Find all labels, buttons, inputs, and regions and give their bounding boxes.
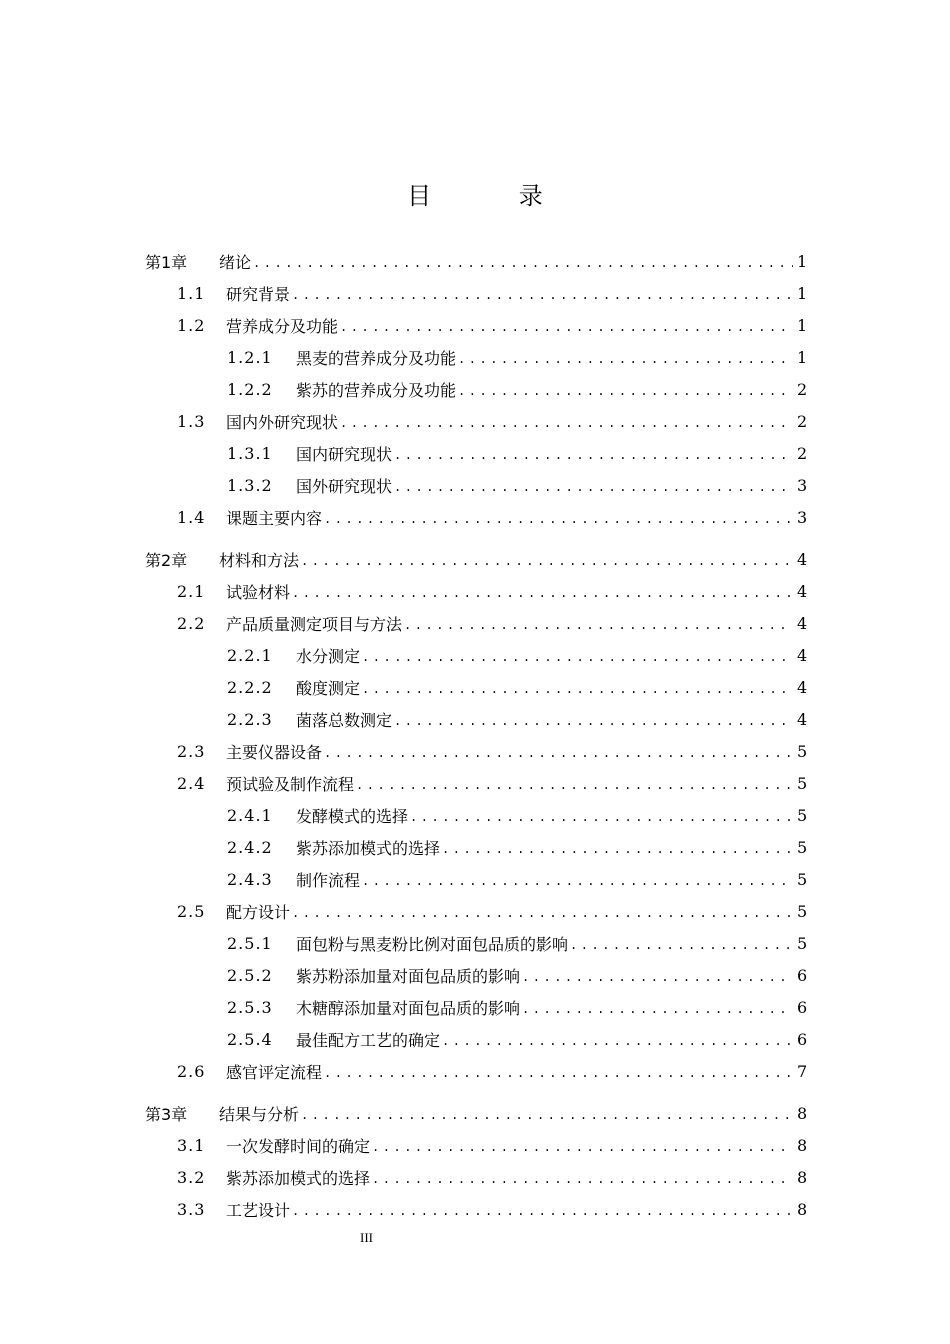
toc-entry[interactable] <box>227 640 807 670</box>
toc-entry-number: 1.3 <box>177 411 206 431</box>
toc-entry-title: 感官评定流程 <box>226 1062 323 1082</box>
toc-dot-leader <box>340 416 793 430</box>
toc-entry[interactable] <box>227 438 807 468</box>
toc-dot-leader <box>362 650 793 664</box>
toc-entry-number: 2.4.3 <box>227 869 273 889</box>
toc-entry-page: 3 <box>797 507 808 527</box>
toc-entry-title: 绪论 <box>219 252 252 272</box>
toc-dot-leader <box>442 1034 793 1048</box>
toc-entry-title: 课题主要内容 <box>226 508 323 528</box>
toc-entry[interactable] <box>177 768 807 798</box>
toc-dot-leader <box>372 1140 793 1154</box>
toc-entry-page: 2 <box>797 443 808 463</box>
toc-dot-leader <box>362 682 793 696</box>
toc-entry[interactable] <box>227 832 807 862</box>
toc-entry-title: 水分测定 <box>296 646 361 666</box>
toc-entry-page: 1 <box>797 251 808 271</box>
toc-entry-page: 4 <box>797 677 808 697</box>
toc-entry[interactable] <box>177 1130 807 1160</box>
toc-dot-leader <box>458 384 793 398</box>
toc-entry-page: 6 <box>797 997 808 1017</box>
toc-entry[interactable] <box>177 576 807 606</box>
toc-entry[interactable] <box>177 502 807 532</box>
toc-entry-title: 酸度测定 <box>296 678 361 698</box>
toc-entry-page: 1 <box>797 283 808 303</box>
toc-dot-leader <box>292 1204 793 1218</box>
toc-entry-page: 2 <box>797 379 808 399</box>
toc-dot-leader <box>324 1066 793 1080</box>
toc-entry-title: 一次发酵时间的确定 <box>226 1136 371 1156</box>
toc-entry[interactable] <box>177 1056 807 1086</box>
toc-entry-number: 2.2 <box>177 613 206 633</box>
toc-dot-leader <box>394 714 793 728</box>
toc-entry[interactable] <box>227 800 807 830</box>
toc-entry-title: 材料和方法 <box>219 550 300 570</box>
toc-entry-number: 2.2.3 <box>227 709 273 729</box>
toc-entry-page: 5 <box>797 837 808 857</box>
toc-entry-number: 2.4.1 <box>227 805 273 825</box>
toc-entry-title: 紫苏添加模式的选择 <box>226 1168 371 1188</box>
toc-entry-number: 1.1 <box>177 283 206 303</box>
toc-entry-number: 2.6 <box>177 1061 206 1081</box>
toc-dot-leader <box>301 1108 793 1122</box>
toc-dot-leader <box>324 746 793 760</box>
toc-entry-page: 6 <box>797 965 808 985</box>
toc-entry-page: 8 <box>797 1199 808 1219</box>
toc-entry-page: 7 <box>797 1061 808 1081</box>
toc-entry-title: 预试验及制作流程 <box>226 774 355 794</box>
toc-entry-number: 2.5.3 <box>227 997 273 1017</box>
toc-entry-title: 国内研究现状 <box>296 444 393 464</box>
toc-entry-page: 6 <box>797 1029 808 1049</box>
toc-entry-number: 第2章 <box>145 550 188 570</box>
toc-entry-title: 制作流程 <box>296 870 361 890</box>
toc-dot-leader <box>372 1172 793 1186</box>
toc-entry-title: 木糖醇添加量对面包品质的影响 <box>296 998 521 1018</box>
toc-entry[interactable] <box>227 928 807 958</box>
toc-entry-number: 1.4 <box>177 507 206 527</box>
toc-entry-page: 2 <box>797 411 808 431</box>
toc-entry[interactable] <box>227 992 807 1022</box>
toc-entry-number: 2.2.1 <box>227 645 273 665</box>
toc-entry-number: 2.2.2 <box>227 677 273 697</box>
toc-dot-leader <box>442 842 793 856</box>
toc-entry-title: 主要仪器设备 <box>226 742 323 762</box>
toc-entry-page: 8 <box>797 1135 808 1155</box>
toc-entry-title: 最佳配方工艺的确定 <box>296 1030 441 1050</box>
toc-entry-number: 2.1 <box>177 581 206 601</box>
toc-entry-title: 国内外研究现状 <box>226 412 339 432</box>
toc-entry-page: 4 <box>797 549 808 569</box>
toc-entry[interactable] <box>177 896 807 926</box>
toc-entry-page: 5 <box>797 901 808 921</box>
toc-entry-page: 5 <box>797 933 808 953</box>
toc-entry-number: 1.3.1 <box>227 443 273 463</box>
toc-dot-leader <box>410 810 793 824</box>
toc-entry-number: 1.2.1 <box>227 347 273 367</box>
toc-entry-number: 1.3.2 <box>227 475 273 495</box>
toc-entry-page: 5 <box>797 773 808 793</box>
toc-entry[interactable] <box>177 1194 807 1224</box>
toc-dot-leader <box>253 256 793 270</box>
toc-entry-number: 第1章 <box>145 252 188 272</box>
toc-entry-number: 2.3 <box>177 741 206 761</box>
page-number: III <box>360 1230 373 1245</box>
toc-entry-page: 5 <box>797 869 808 889</box>
toc-dot-leader <box>340 320 793 334</box>
toc-entry[interactable] <box>227 960 807 990</box>
toc-entry[interactable] <box>227 342 807 372</box>
toc-dot-leader <box>522 970 793 984</box>
toc-entry-title: 面包粉与黑麦粉比例对面包品质的影响 <box>296 934 569 954</box>
toc-entry-number: 1.2.2 <box>227 379 273 399</box>
toc-entry-number: 2.5.2 <box>227 965 273 985</box>
toc-entry-page: 4 <box>797 581 808 601</box>
toc-entry[interactable] <box>177 310 807 340</box>
toc-entry-page: 8 <box>797 1103 808 1123</box>
toc-entry-title: 紫苏粉添加量对面包品质的影响 <box>296 966 521 986</box>
toc-entry-page: 1 <box>797 315 808 335</box>
toc-dot-leader <box>522 1002 793 1016</box>
toc-entry-page: 1 <box>797 347 808 367</box>
toc-entry-page: 5 <box>797 805 808 825</box>
toc-dot-leader <box>394 480 793 494</box>
toc-entry-title: 紫苏添加模式的选择 <box>296 838 441 858</box>
toc-dot-leader <box>458 352 793 366</box>
toc-entry-title: 研究背景 <box>226 284 291 304</box>
toc-entry-page: 8 <box>797 1167 808 1187</box>
toc-entry-page: 5 <box>797 741 808 761</box>
toc-entry[interactable] <box>227 704 807 734</box>
toc-entry-number: 1.2 <box>177 315 206 335</box>
toc-entry-title: 菌落总数测定 <box>296 710 393 730</box>
toc-entry-title: 黑麦的营养成分及功能 <box>296 348 457 368</box>
toc-entry-number: 3.2 <box>177 1167 206 1187</box>
toc-entry[interactable] <box>177 608 807 638</box>
toc-entry[interactable] <box>177 1162 807 1192</box>
toc-entry-number: 2.5.4 <box>227 1029 273 1049</box>
toc-entry[interactable] <box>145 544 807 574</box>
toc-entry-number: 3.1 <box>177 1135 206 1155</box>
toc-dot-leader <box>356 778 793 792</box>
toc-dot-leader <box>324 512 793 526</box>
toc-entry-title: 紫苏的营养成分及功能 <box>296 380 457 400</box>
toc-entry-number: 2.5 <box>177 901 206 921</box>
toc-entry-title: 产品质量测定项目与方法 <box>226 614 403 634</box>
toc-dot-leader <box>362 874 793 888</box>
toc-entry-page: 3 <box>797 475 808 495</box>
toc-entry[interactable] <box>227 374 807 404</box>
toc-entry-title: 工艺设计 <box>226 1200 291 1220</box>
toc-entry[interactable] <box>227 470 807 500</box>
toc-dot-leader <box>292 906 793 920</box>
toc-dot-leader <box>292 586 793 600</box>
toc-entry[interactable] <box>227 1024 807 1054</box>
toc-entry-title: 国外研究现状 <box>296 476 393 496</box>
page-title: 目 录 <box>407 182 583 210</box>
toc-dot-leader <box>570 938 793 952</box>
toc-dot-leader <box>404 618 793 632</box>
toc-entry-number: 第3章 <box>145 1104 188 1124</box>
toc-entry-title: 结果与分析 <box>219 1104 300 1124</box>
toc-entry-page: 4 <box>797 709 808 729</box>
toc-dot-leader <box>301 554 793 568</box>
toc-entry[interactable] <box>177 278 807 308</box>
toc-entry[interactable] <box>227 864 807 894</box>
toc-entry-page: 4 <box>797 613 808 633</box>
toc-entry-number: 3.3 <box>177 1199 206 1219</box>
toc-entry[interactable] <box>145 246 807 276</box>
toc-dot-leader <box>292 288 793 302</box>
toc-entry-title: 发酵模式的选择 <box>296 806 409 826</box>
toc-entry-title: 配方设计 <box>226 902 291 922</box>
toc-entry[interactable] <box>177 406 807 436</box>
toc-entry[interactable] <box>177 736 807 766</box>
toc-entry-page: 4 <box>797 645 808 665</box>
toc-dot-leader <box>394 448 793 462</box>
toc-entry[interactable] <box>227 672 807 702</box>
toc-entry-title: 试验材料 <box>226 582 291 602</box>
toc-entry-title: 营养成分及功能 <box>226 316 339 336</box>
toc-entry[interactable] <box>145 1098 807 1128</box>
toc-entry-number: 2.4.2 <box>227 837 273 857</box>
toc-entry-number: 2.5.1 <box>227 933 273 953</box>
toc-entry-number: 2.4 <box>177 773 206 793</box>
